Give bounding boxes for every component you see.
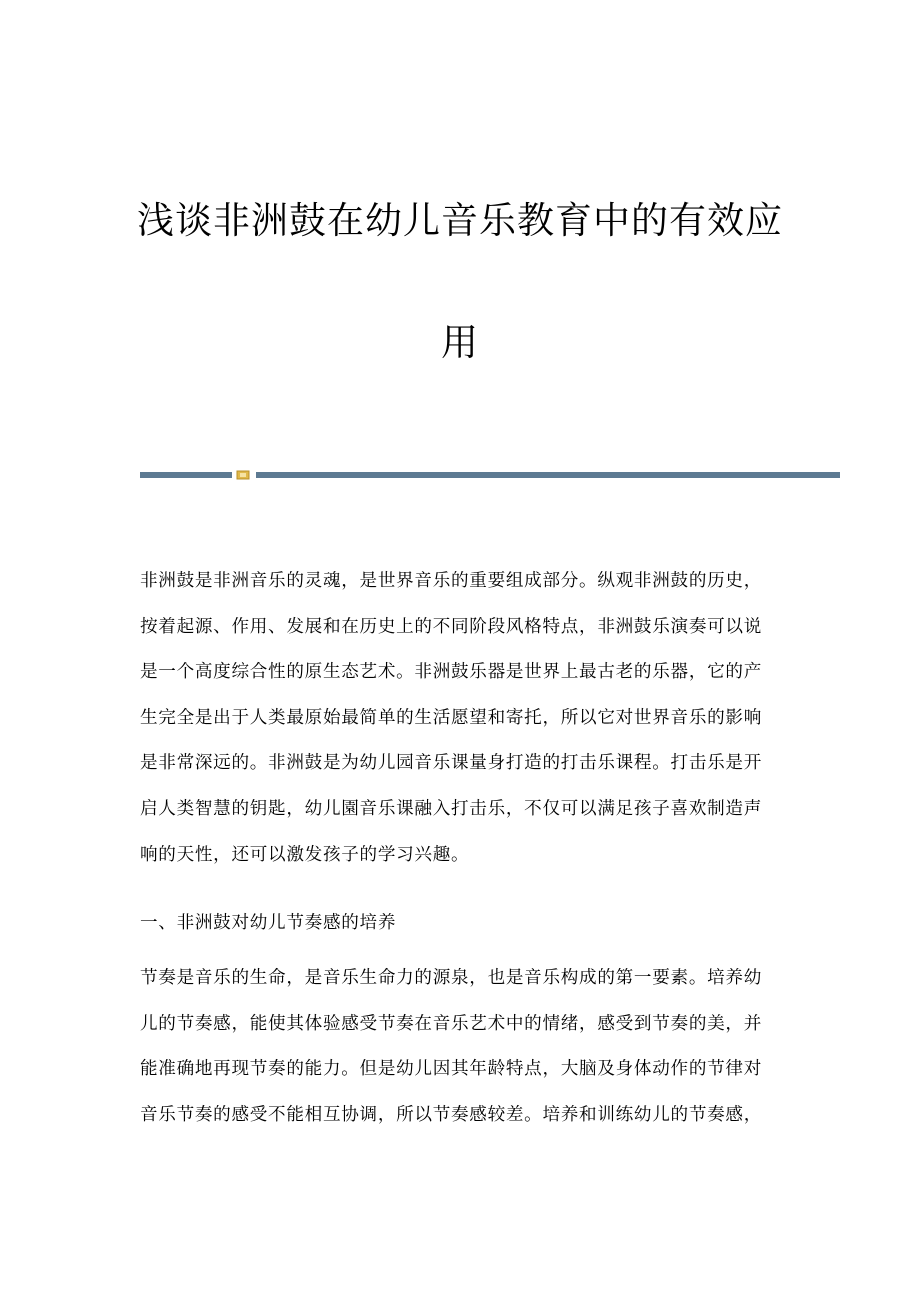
paragraph-line: 非洲鼓是非洲音乐的灵魂，是世界音乐的重要组成部分。纵观非洲鼓的历史，	[140, 571, 762, 591]
divider-bar-right	[256, 472, 840, 478]
ornament-icon	[236, 469, 250, 481]
title-divider	[140, 469, 840, 481]
paragraph-1	[140, 559, 780, 878]
paragraph-2	[140, 956, 780, 1138]
paragraph-line: 是一个高度综合性的原生态艺术。非洲鼓乐器是世界上最古老的乐器，它的产	[140, 662, 762, 683]
paragraph-line: 能准确地再现节奏的能力。但是幼儿因其年龄特点，大脑及身体动作的节律对	[140, 1059, 762, 1080]
paragraph-line: 是非常深远的。非洲鼓是为幼儿园音乐课量身打造的打击乐课程。打击乐是开	[140, 753, 762, 774]
paragraph-line: 按着起源、作用、发展和在历史上的不同阶段风格特点，非洲鼓乐演奏可以说	[140, 616, 762, 637]
divider-bar-left	[140, 472, 232, 478]
document-title-line-2: 用	[441, 321, 479, 364]
section-heading	[140, 901, 780, 947]
paragraph-line: 儿的节奏感，能使其体验感受节奏在音乐艺术中的情绪，感受到节奏的美，并	[140, 1013, 762, 1034]
paragraph-line: 响的天性，还可以激发孩子的学习兴趣。	[140, 844, 470, 865]
paragraph-line: 节奏是音乐的生命，是音乐生命力的源泉，也是音乐构成的第一要素。培养幼	[140, 968, 762, 988]
paragraph-line: 音乐节奏的感受不能相互协调，所以节奏感较差。培养和训练幼儿的节奏感，	[140, 1104, 762, 1125]
document-title-line-1: 浅谈非洲鼓在幼儿音乐教育中的有效应	[137, 199, 783, 242]
section-heading-text: 一、非洲鼓对幼儿节奏感的培养	[140, 913, 397, 933]
paragraph-line: 生完全是出于人类最原始最简单的生活愿望和寄托，所以它对世界音乐的影响	[140, 707, 762, 728]
paragraph-line: 启人类智慧的钥匙，幼儿園音乐课融入打击乐，不仅可以满足孩子喜欢制造声	[140, 798, 762, 819]
